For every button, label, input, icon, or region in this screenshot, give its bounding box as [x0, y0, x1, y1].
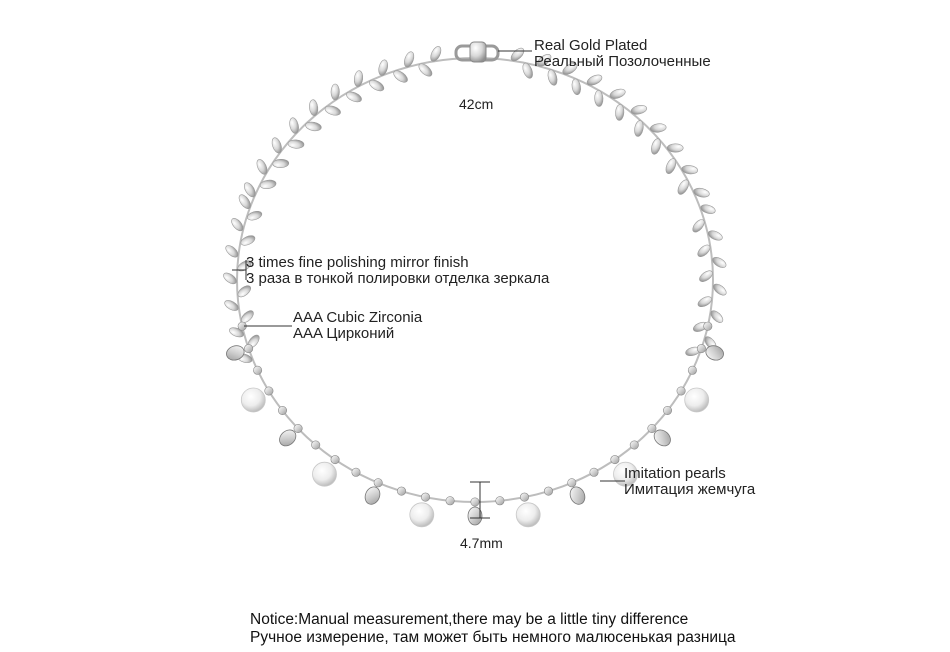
- zirconia-stone: [446, 497, 454, 505]
- zirconia-stone: [544, 487, 552, 495]
- clasp-label-ru: Реальный Позолоченные: [534, 53, 711, 70]
- zirconia-stone: [312, 441, 320, 449]
- oval-zirconia-drop: [567, 485, 587, 507]
- zirconia-stone: [568, 479, 576, 487]
- pearl: [313, 462, 337, 486]
- clasp-callout: [534, 38, 711, 70]
- polish-callout: [246, 255, 549, 287]
- polish-label-ru: 3 раза в тонкой полировки отделка зеркала: [246, 270, 550, 287]
- zirconia-stone: [265, 387, 273, 395]
- pearl: [241, 388, 265, 412]
- pearl: [410, 503, 434, 527]
- zirconia-stone: [663, 406, 671, 414]
- zirconia-stone: [496, 497, 504, 505]
- pearls-label-en: Imitation pearls: [624, 465, 726, 482]
- zirconia-stone: [520, 493, 528, 501]
- zirconia-stone: [294, 424, 302, 432]
- pearl: [685, 388, 709, 412]
- pearl-drop-measurement: 4.7mm: [460, 535, 503, 551]
- zirconia-stone: [278, 406, 286, 414]
- zirconia-stone: [697, 344, 705, 352]
- zirconia-callout: [293, 310, 422, 342]
- zirconia-stone: [590, 468, 598, 476]
- leaf-link: [650, 123, 667, 133]
- zirconia-stone: [253, 366, 261, 374]
- zirconia-stone: [471, 498, 479, 506]
- clasp: [456, 42, 498, 62]
- clasp-label-en: Real Gold Plated: [534, 37, 648, 54]
- measurement-notice: [250, 611, 736, 647]
- zirconia-stone: [630, 441, 638, 449]
- pearls-label-ru: Имитация жемчуга: [624, 481, 756, 498]
- zirconia-stone: [244, 344, 252, 352]
- length-measurement: 42cm: [459, 96, 494, 112]
- zirconia-stone: [397, 487, 405, 495]
- zirconia-stone: [611, 455, 619, 463]
- zirconia-stone: [352, 468, 360, 476]
- zirconia-stone: [688, 366, 696, 374]
- pearls-callout: [624, 466, 755, 498]
- zirconia-stone: [648, 424, 656, 432]
- leaf-link: [309, 99, 319, 116]
- pearl: [516, 503, 540, 527]
- oval-zirconia-drop: [704, 343, 725, 362]
- zirconia-stone: [677, 387, 685, 395]
- notice-en: Notice:Manual measurement,there may be a little tiny difference: [250, 611, 689, 628]
- leaf-link: [667, 144, 683, 152]
- zirconia-stone: [374, 479, 382, 487]
- leaf-link: [331, 84, 339, 100]
- polish-label-en: 3 times fine polishing mirror finish: [246, 254, 469, 271]
- leaf-link: [222, 271, 239, 286]
- zirconia-stone: [421, 493, 429, 501]
- zirconia-stone: [704, 322, 712, 330]
- oval-zirconia-drop: [362, 485, 382, 507]
- zirconia-label-ru: AAA Цирконий: [293, 325, 395, 342]
- notice-ru: Ручное измерение, там может быть немного малюсенькая разница: [250, 629, 736, 646]
- zirconia-stone: [331, 455, 339, 463]
- zirconia-label-en: AAA Cubic Zirconia: [293, 309, 423, 326]
- leaf-link: [615, 104, 624, 121]
- leaf-link: [288, 139, 305, 149]
